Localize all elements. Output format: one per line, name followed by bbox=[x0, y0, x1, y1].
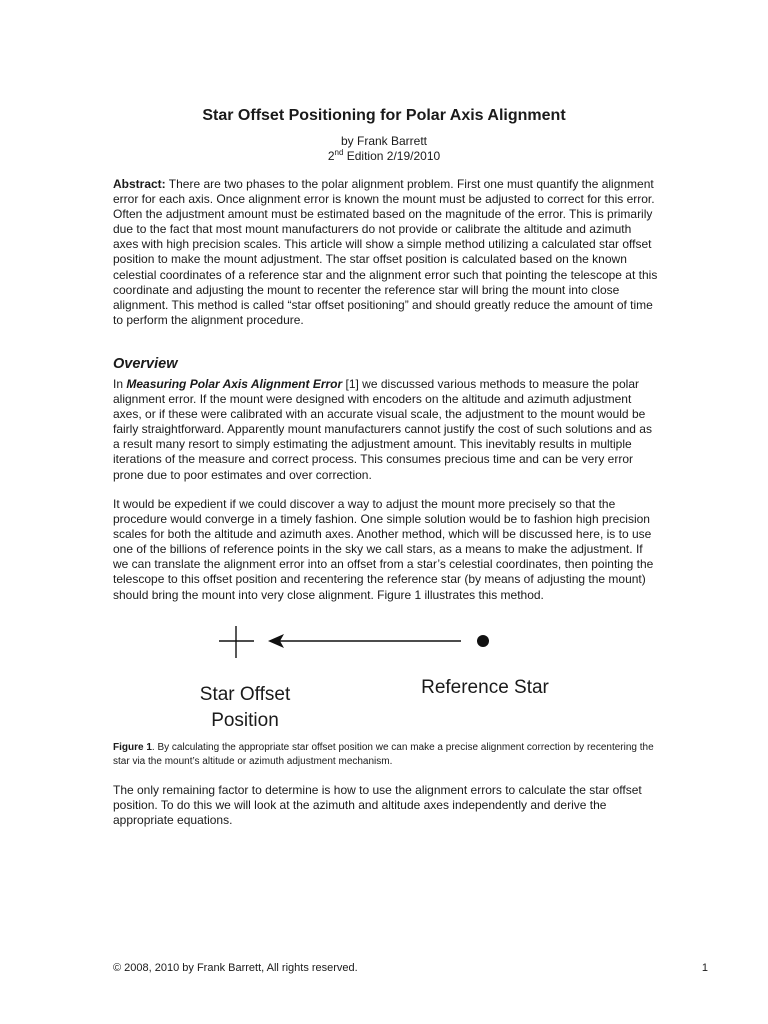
abstract-text: There are two phases to the polar alignment problem. First one must quantify the alignment error for each axis. Once alignment error is known the mount must be adjusted to correct for this error. Often the adjustment amount must be estimated based on the magnitude of the error. This is primarily due to the fact that most mount manufacturers do not provide or calibrate the altitude and azimuth axes with high precision scales. This article will show a simple method utilizing a calculated star offset position to make the mount adjustment. The star offset position is calculated based on the known celestial coordinates of a reference star and the alignment error such that pointing the telescope at this coordinate and adjusting the mount to recenter the reference star will bring the mount into close alignment. This method is called “star offset positioning” and should greatly reduce the amount of time to perform the alignment procedure. bbox=[113, 177, 658, 327]
edition-rest: Edition 2/19/2010 bbox=[343, 149, 441, 163]
caption-label: Figure 1 bbox=[113, 742, 152, 753]
star-offset-label-line2: Position bbox=[211, 710, 279, 731]
reference-star-dot bbox=[477, 635, 489, 647]
abstract-label: Abstract: bbox=[113, 177, 166, 191]
star-offset-label-line1: Star Offset bbox=[199, 684, 291, 705]
caption-text: . By calculating the appropriate star offset position we can make a precise alignment correction by recentering the star via the mount’s altitude or azimuth adjustment mechanism. bbox=[113, 742, 654, 767]
star-offset-label bbox=[170, 682, 320, 734]
p1-prefix: In bbox=[113, 377, 127, 391]
copyright-notice: © 2008, 2010 by Frank Barrett, All rights reserved. bbox=[113, 962, 358, 974]
overview-paragraph-2: It would be expedient if we could discover a way to adjust the mount more precisely so that the procedure would converge in a timely fashion. One simple solution would be to fashion high precision scales for both the altitude and azimuth axes. Another method, which will be discussed here, is to use one of the billions of reference points in the sky we call stars, as a means to make the adjustment. If we can translate the alignment error into an offset from a star’s celestial coordinates, then pointing the telescope to this offset position and recentering the reference star (by means of adjusting the mount) should bring the mount into very close alignment. Figure 1 illustrates this method. bbox=[113, 497, 654, 602]
reference-star-label: Reference Star bbox=[421, 677, 549, 698]
overview-heading: Overview bbox=[113, 356, 178, 372]
referenced-article-title: Measuring Polar Axis Alignment Error bbox=[126, 377, 343, 391]
overview-paragraph-1 bbox=[113, 377, 658, 483]
page-title: Star Offset Positioning for Polar Axis Alignment bbox=[202, 107, 566, 124]
edition bbox=[0, 149, 768, 164]
page-number: 1 bbox=[701, 962, 708, 974]
author: by Frank Barrett bbox=[340, 134, 428, 148]
byline bbox=[0, 134, 768, 164]
figure-caption bbox=[113, 741, 658, 769]
abstract-paragraph bbox=[113, 177, 658, 328]
footer bbox=[113, 962, 708, 974]
edition-number: 2 bbox=[327, 149, 335, 163]
edition-suffix: nd bbox=[334, 148, 344, 157]
arrow-head bbox=[268, 634, 284, 648]
p1-rest: [1] we discussed various methods to measure the polar alignment error. If the mount were designed with encoders on the altitude and azimuth adjustment axes, or if these were calibrated with an accurate visual scale, the adjustment to the mount would be fairly straightforward. Apparently mount manufacturers cannot justify the cost of such solutions and as a result many resort to simply estimating the adjustment amount. This inevitably results in multiple iterations of the measure and correct process. This consumes precious time and can be very error prone due to poor estimates and over correction. bbox=[113, 377, 652, 482]
closing-paragraph: The only remaining factor to determine is how to use the alignment errors to calculate the star offset position. To do this we will look at the azimuth and altitude axes independently and derive the appropriate equations. bbox=[113, 783, 642, 828]
